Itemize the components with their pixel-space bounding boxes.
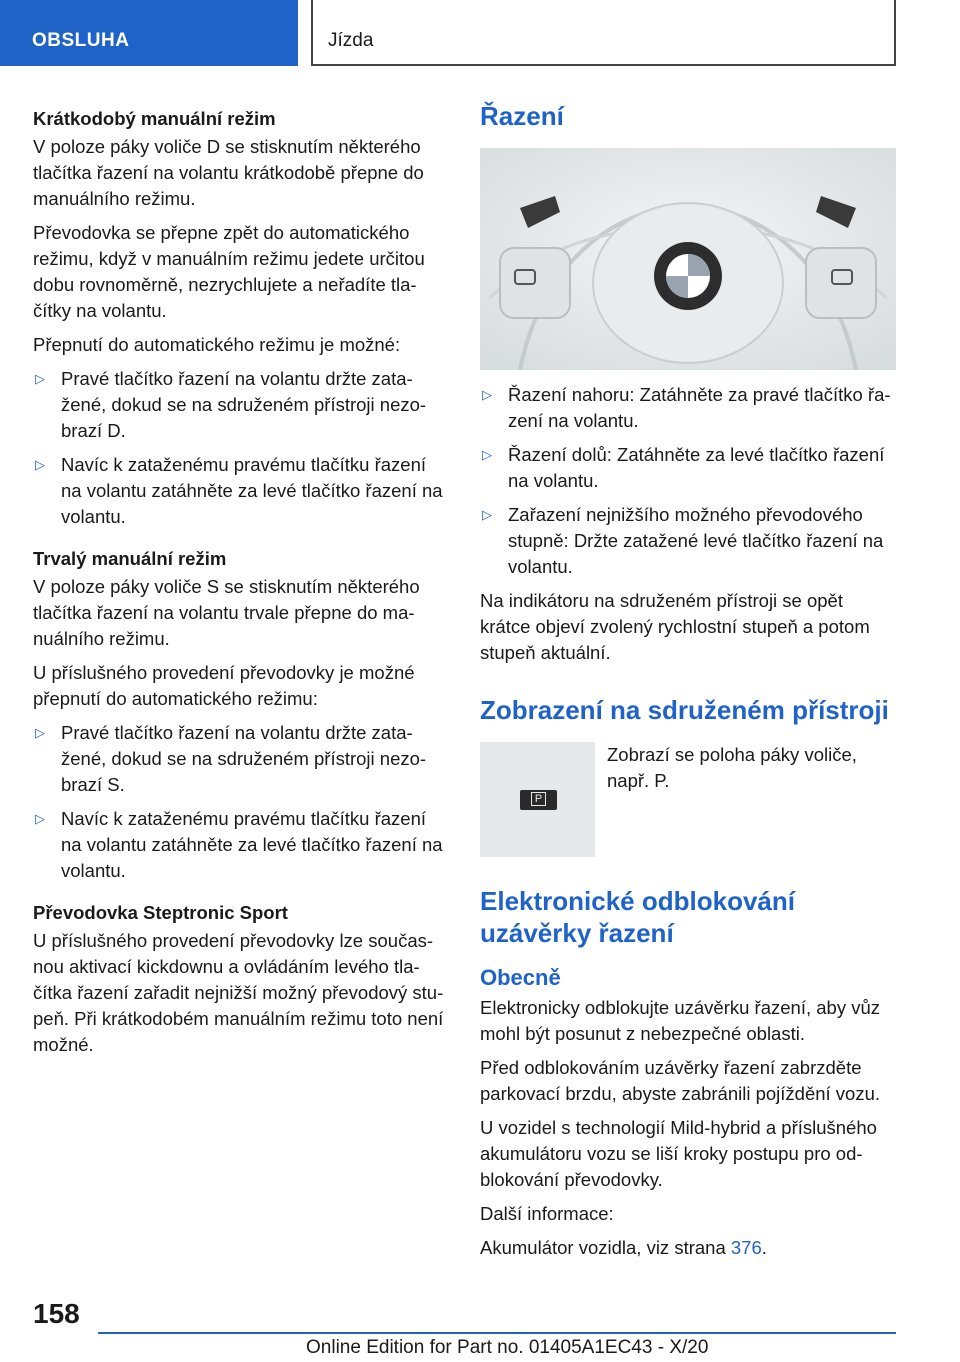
unlock-heading: Elektronické odblokování uzávěrky řazení <box>480 886 795 948</box>
page-header <box>0 0 960 66</box>
unlock-p1: Elektronicky odblokujte uzávěrku řazení, aby vůz mohl být posunut z nebezpečné oblasti. <box>480 997 881 1044</box>
list-item: ▷ Řazení nahoru: Zatáhněte za pravé tlačítko řa-zení na volantu. <box>482 384 891 431</box>
cluster-heading: Zobrazení na sdruženém přístroji <box>480 695 889 725</box>
chapter-title: Jízda <box>311 0 896 66</box>
short-manual-heading: Krátkodobý manuální režim <box>33 108 276 129</box>
unlock-p2: Před odblokováním uzávěrky řazení zabrzděte parkovací brzdu, abyste zabránili pojíždění vozu. <box>480 1057 881 1104</box>
list-item: ▷ Zařazení nejnižšího možného převodového stupně: Držte zatažené levé tlačítko řazení na volantu. <box>482 504 884 577</box>
list-item: ▷ Pravé tlačítko řazení na volantu držte zata-žené, dokud se na sdruženém přístroji nezo-brazí S. <box>35 722 427 795</box>
triangle-bullet-icon: ▷ <box>482 507 492 522</box>
shifting-list <box>480 382 898 580</box>
perm-manual-heading: Trvalý manuální režim <box>33 548 227 569</box>
triangle-bullet-icon: ▷ <box>35 725 45 740</box>
unlock-p4: Další informace: <box>480 1203 614 1224</box>
triangle-bullet-icon: ▷ <box>35 371 45 386</box>
gear-p-icon: P <box>520 790 557 810</box>
edition-text: Online Edition for Part no. 01405A1EC43 - X/20 <box>306 1337 709 1358</box>
triangle-bullet-icon: ▷ <box>35 457 45 472</box>
perm-manual-p2: U příslušného provedení převodovky je možné přepnutí do automatického režimu: <box>33 662 415 709</box>
unlock-p5: Akumulátor vozidla, viz strana 376. <box>480 1237 767 1258</box>
perm-manual-p1: V poloze páky voliče S se stisknutím některého tlačítka řazení na volantu trvale přepne do ma-nuálního režimu. <box>33 576 420 649</box>
page-link[interactable]: 376 <box>730 1237 762 1258</box>
list-item: ▷ Navíc k zataženému pravému tlačítku řazení na volantu zatáhněte za levé tlačítko řazení na volantu. <box>35 808 443 881</box>
shifting-heading: Řazení <box>480 101 564 131</box>
page-number: 158 <box>33 1298 80 1329</box>
short-manual-p3: Přepnutí do automatického režimu je možné: <box>33 334 401 355</box>
short-manual-list <box>33 366 451 530</box>
cluster-display-image <box>480 742 595 857</box>
sport-p1: U příslušného provedení převodovky lze součas-nou aktivací kickdownu a ovládáním levého tla-čítka řazení zařadit nejnižší možný převodový stu-peň. Při krátkodobém manuálním režimu toto není možné. <box>33 930 444 1055</box>
steering-wheel-icon <box>480 148 896 370</box>
shifting-p1: Na indikátoru na sdruženém přístroji se opět krátce objeví zvolený rychlostní stupeň a potom stupeň aktuální. <box>480 590 870 663</box>
steering-wheel-image <box>480 148 896 370</box>
list-item: ▷ Pravé tlačítko řazení na volantu držte zata-žené, dokud se na sdruženém přístroji nezo-brazí D. <box>35 368 427 441</box>
list-item: ▷ Řazení dolů: Zatáhněte za levé tlačítko řazení na volantu. <box>482 444 885 491</box>
unlock-subheading: Obecně <box>480 965 561 990</box>
section-tab: OBSLUHA <box>0 0 298 66</box>
right-column <box>480 100 898 1269</box>
unlock-p3: U vozidel s technologií Mild-hybrid a příslušného akumulátoru vozu se liší kroky postupu pro od-blokování převodovky. <box>480 1117 877 1190</box>
short-manual-p2: Převodovka se přepne zpět do automatického režimu, když v manuálním režimu jedete určitou dobu rovnoměrně, nezrychlujete a neřadíte tla-čítky na volantu. <box>33 222 425 321</box>
perm-manual-list <box>33 720 451 884</box>
cluster-text: Zobrazí se poloha páky voliče, např. P. <box>607 744 857 791</box>
short-manual-p1: V poloze páky voliče D se stisknutím některého tlačítka řazení na volantu krátkodobě přepne do manuálního režimu. <box>33 136 424 209</box>
left-column <box>33 100 451 1066</box>
sport-heading: Převodovka Steptronic Sport <box>33 902 288 923</box>
list-item: ▷ Navíc k zataženému pravému tlačítku řazení na volantu zatáhněte za levé tlačítko řazení na volantu. <box>35 454 443 527</box>
triangle-bullet-icon: ▷ <box>35 811 45 826</box>
footer-divider <box>98 1332 896 1334</box>
triangle-bullet-icon: ▷ <box>482 447 492 462</box>
triangle-bullet-icon: ▷ <box>482 387 492 402</box>
cluster-row <box>480 742 898 857</box>
